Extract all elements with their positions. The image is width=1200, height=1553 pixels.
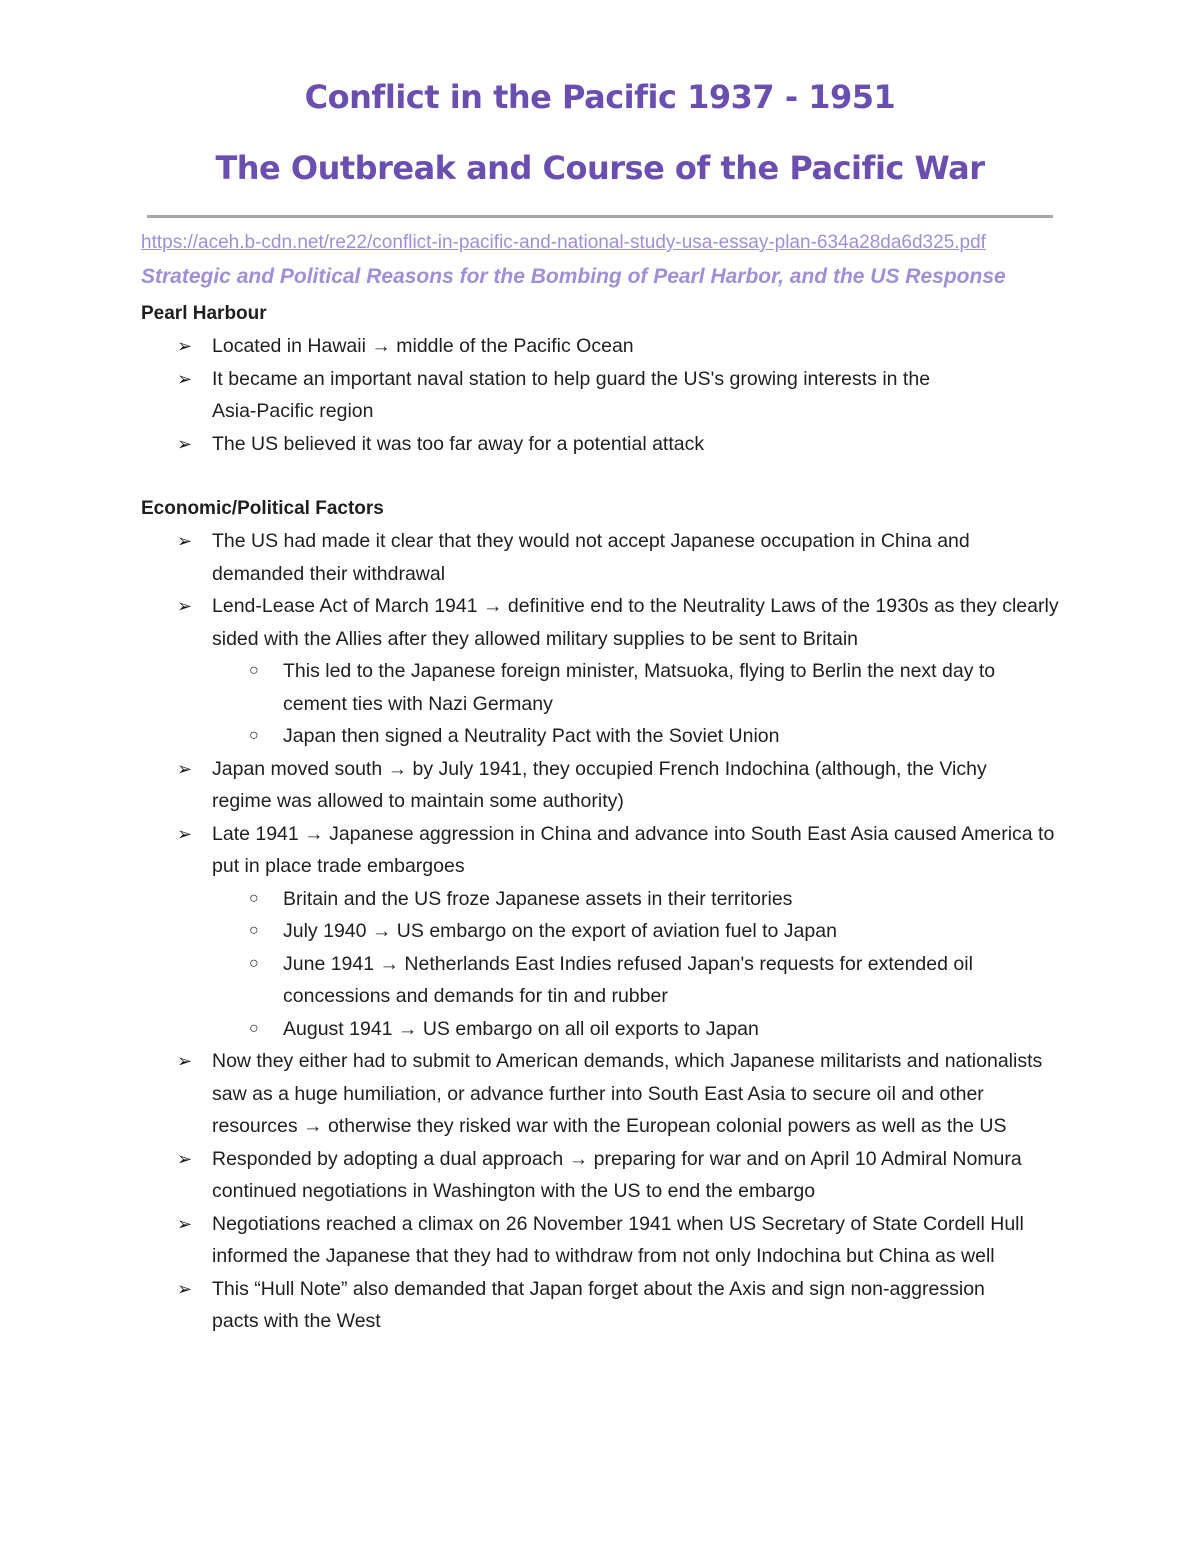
- arrow-bullet-icon: ➢: [177, 823, 193, 844]
- arrow-bullet-icon: ➢: [177, 368, 193, 389]
- list-item: [141, 1143, 1061, 1208]
- economic-heading: Economic/Political Factors: [141, 498, 384, 519]
- sub-list-item-text: August 1941 → US embargo on all oil exports to Japan: [283, 1017, 759, 1040]
- arrow-bullet-icon: ➢: [177, 336, 193, 356]
- list-item: [141, 818, 1061, 1046]
- pearl-harbour-list: [141, 330, 1041, 460]
- sub-list-item: [212, 883, 1061, 916]
- list-item-text: The US believed it was too far away for a potential attack: [212, 432, 705, 455]
- horizontal-divider: [147, 215, 1053, 218]
- sub-list: [212, 655, 1061, 753]
- arrow-bullet-icon: ➢: [177, 1213, 193, 1234]
- list-item-text: Lend-Lease Act of March 1941 → definitive end to the Neutrality Laws of the 1930s as they clearly sided with the Allies after they allowed military supplies to be sent to Britain: [212, 595, 1059, 650]
- page-title: Conflict in the Pacific 1937 - 1951: [304, 78, 896, 116]
- sub-list-item-text: Japan then signed a Neutrality Pact with the Soviet Union: [283, 725, 780, 747]
- list-item: [141, 1208, 1061, 1273]
- circle-bullet-icon: ○: [249, 922, 259, 939]
- sub-list-item-text: July 1940 → US embargo on the export of aviation fuel to Japan: [283, 920, 837, 942]
- pearl-harbour-section: [141, 298, 1081, 460]
- list-item-text: Negotiations reached a climax on 26 November 1941 when US Secretary of State Cordell Hull informed the Japanese that they had to withdraw from not only Indochina but China as well: [212, 1212, 1024, 1267]
- list-item: [141, 525, 1061, 590]
- sub-list-item-text: This led to the Japanese foreign minister, Matsuoka, flying to Berlin the next day to cement ties with Nazi Germany: [283, 660, 996, 715]
- list-item: [141, 753, 1061, 818]
- circle-bullet-icon: ○: [249, 1019, 259, 1037]
- list-item-text: Late 1941 → Japanese aggression in China and advance into South East Asia caused America to put in place trade embargoes: [212, 822, 1055, 877]
- list-item-text: It became an important naval station to help guard the US's growing interests in the Asia-Pacific region: [212, 367, 931, 422]
- circle-bullet-icon: ○: [249, 662, 259, 679]
- list-item-text: Now they either had to submit to American demands, which Japanese militarists and nationalists saw as a huge humiliation, or advance further into South East Asia to secure oil and other resources → otherwise they risked war with the European colonial powers as well as the US: [212, 1050, 1043, 1137]
- list-item: [141, 363, 1041, 428]
- arrow-bullet-icon: ➢: [177, 596, 193, 616]
- list-item: [141, 590, 1061, 753]
- list-item: [141, 1045, 1061, 1143]
- economic-list: [141, 525, 1061, 1338]
- arrow-bullet-icon: ➢: [177, 758, 193, 779]
- list-item-text: Located in Hawaii → middle of the Pacific Ocean: [212, 335, 634, 357]
- page-subtitle: The Outbreak and Course of the Pacific War: [215, 149, 985, 187]
- list-item: [141, 330, 1041, 363]
- economic-section: [141, 493, 1081, 1338]
- circle-bullet-icon: ○: [249, 954, 259, 972]
- pearl-harbour-heading: Pearl Harbour: [141, 303, 267, 324]
- list-item-text: Japan moved south → by July 1941, they occupied French Indochina (although, the Vichy regime was allowed to maintain some authority): [212, 757, 987, 812]
- sub-list-item-text: June 1941 → Netherlands East Indies refused Japan's requests for extended oil concessions and demands for tin and rubber: [283, 952, 973, 1007]
- circle-bullet-icon: ○: [249, 727, 259, 744]
- section-title: Strategic and Political Reasons for the Bombing of Pearl Harbor, and the US Response: [141, 265, 1006, 288]
- sub-list-item: [212, 948, 1061, 1013]
- arrow-bullet-icon: ➢: [177, 1278, 193, 1299]
- sub-list-item: [212, 915, 1061, 948]
- sub-list-item: [212, 1013, 1061, 1046]
- sub-list-item: [212, 720, 1061, 753]
- list-item: [141, 1273, 1061, 1338]
- sub-list: [212, 883, 1061, 1046]
- sub-list-item-text: Britain and the US froze Japanese assets in their territories: [283, 887, 793, 910]
- arrow-bullet-icon: ➢: [177, 531, 193, 551]
- list-item-text: Responded by adopting a dual approach → preparing for war and on April 10 Admiral Nomura continued negotiations in Washington with the US to end the embargo: [212, 1147, 1022, 1202]
- list-item-text: This “Hull Note” also demanded that Japan forget about the Axis and sign non-aggression pacts with the West: [212, 1277, 985, 1332]
- sub-list-item: [212, 655, 1061, 720]
- circle-bullet-icon: ○: [249, 889, 259, 907]
- arrow-bullet-icon: ➢: [177, 1051, 193, 1071]
- list-item: [141, 428, 1041, 461]
- list-item-text: The US had made it clear that they would not accept Japanese occupation in China and demanded their withdrawal: [212, 530, 970, 585]
- source-link[interactable]: https://aceh.b-cdn.net/re22/conflict-in-pacific-and-national-study-usa-essay-plan-634a28da6d325.pdf: [141, 232, 986, 253]
- arrow-bullet-icon: ➢: [177, 1148, 193, 1169]
- arrow-bullet-icon: ➢: [177, 433, 193, 454]
